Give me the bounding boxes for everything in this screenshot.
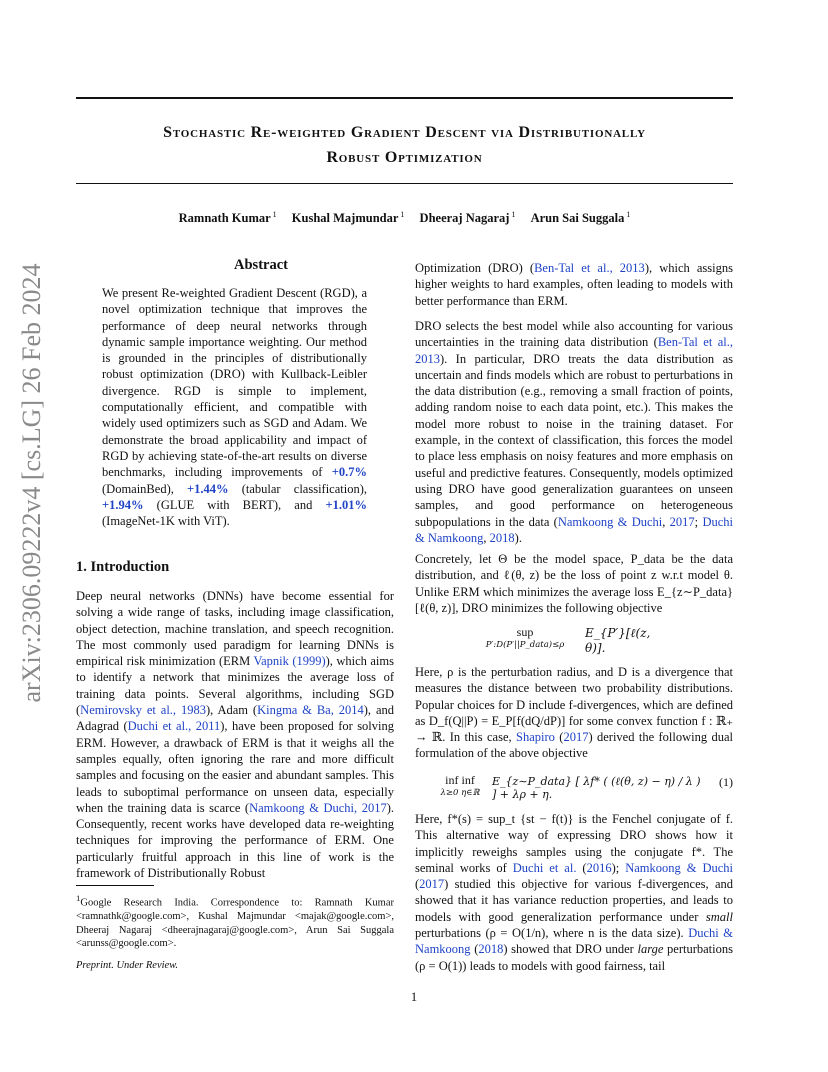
citation-link[interactable]: 2017	[563, 730, 589, 745]
right-paragraph-4: Here, ρ is the perturbation radius, and D is a divergence that measures the distance between two probability distributions. Popular choices for D include f-divergences, which are defined as D_f(Q||P) = E_P[f(dQ/dP)] for some convex function f : ℝ₊ → ℝ. In this case, Shapiro (2017) derived the following dual formulation of the above objective	[415, 665, 733, 761]
citation-link[interactable]: 2018	[489, 530, 515, 545]
title-line-1: Stochastic Re-weighted Gradient Descent via Distributionally	[163, 124, 646, 141]
equation-dual-body: E_{z∼P_data} [ λf* ( (ℓ(θ, z) − η) / λ ) ] + λρ + η.	[492, 775, 701, 801]
top-rule	[76, 97, 733, 99]
result-link[interactable]: +1.01%	[325, 497, 367, 512]
author: Dheeraj Nagaraj $^1$	[419, 210, 516, 226]
citation-link[interactable]: Namkoong & Duchi, 2017	[249, 800, 387, 815]
citation-link[interactable]: 2017	[419, 877, 445, 892]
right-paragraph-2: DRO selects the best model while also accounting for various uncertainties in the training data distribution (Ben-Tal et al., 2013). In particular, DRO treats the data distribution as uncertain and finds models which are robust to perturbations in the data distribution (e.g., removing a small fraction of points, adding random noise to each data point, etc.). This makes the model more robust to noise in the training dataset. For example, in the context of classification, this forces the model to place less emphasis on noisy features and more emphasis on useful and predictive features. Consequently, models optimized using DRO have good generalization guarantees on unseen samples, and good performance on heterogeneous subpopulations in the data (Namkoong & Duchi, 2017; Duchi & Namkoong, 2018).	[415, 319, 734, 545]
title-bottom-rule	[76, 183, 733, 184]
result-link[interactable]: +1.44%	[187, 481, 229, 496]
result-link[interactable]: +0.7%	[331, 465, 367, 480]
abstract-body: We present Re-weighted Gradient Descent (RGD), a novel optimization technique that improves the performance of deep neural networks through dynamic sample importance weighting. Our method is grounded in the principles of distributionally robust optimization (DRO) with Kullback-Leibler divergence. RGD is simple to implement, computationally efficient, and compatible with widely used optimizers such as SGD and Adam. We demonstrate the broad applicability and impact of RGD by achieving state-of-the-art results on diverse benchmarks, including improvements of +0.7% (DomainBed), +1.44% (tabular classification), +1.94% (GLUE with BERT), and +1.01% (ImageNet-1K with ViT).	[102, 286, 368, 529]
right-paragraph-3: Concretely, let Θ be the model space, P_data be the data distribution, and ℓ(θ, z) be the loss of point z w.r.t model θ. Unlike ERM which minimizes the average loss E_{z∼P_data}[ℓ(θ, z)], DRO minimizes the following objective	[415, 552, 733, 615]
citation-link[interactable]: Ben-Tal et al., 2013	[534, 261, 645, 275]
citation-link[interactable]: 2018	[478, 942, 504, 957]
footnote: $^1$Google Research India. Correspondence to: Ramnath Kumar <ramnathk@google.com>, Kushal Majmundar <majak@google.com>, Dheeraj Nagaraj <dheerajnagaraj@google.com>, Arun Sai Suggala <arunss@google.com>.	[76, 893, 394, 949]
citation-link[interactable]: 2016	[586, 860, 612, 875]
paper-title	[76, 120, 733, 170]
citation-link[interactable]: 2017	[669, 514, 695, 529]
citation-link[interactable]: Duchi & Namkoong	[415, 926, 733, 957]
citation-link[interactable]: Ben-Tal et al., 2013	[415, 335, 734, 366]
intro-paragraph: Deep neural networks (DNNs) have become essential for solving a wide range of tasks, including image classification, object detection, machine translation, and speech recognition. The most commonly used paradigm for learning DNNs is empirical risk minimization (ERM Vapnik (1999)), which aims to identify a network that minimizes the average loss of training data points. Several algorithms, including SGD (Nemirovsky et al., 1983), Adam (Kingma & Ba, 2014), and Adagrad (Duchi et al., 2011), have been proposed for solving ERM. However, a drawback of ERM is that it weighs all the samples equally, often ignoring the rare and more difficult samples and focusing on the easier and abundant samples. This leads to suboptimal performance on unseen data, especially when the training data is scarce (Namkoong & Duchi, 2017). Consequently, recent works have developed data re-weighting techniques for improving the performance of ERM. One particularly fruitful approach in this line of work is the framework of Distributionally Robust	[76, 589, 394, 881]
title-line-2: Robust Optimization	[326, 149, 483, 166]
preprint-notice: Preprint. Under Review.	[76, 960, 179, 971]
citation-link[interactable]: Duchi et al.	[512, 860, 577, 875]
arxiv-side-label: arXiv:2306.09222v4 [cs.LG] 26 Feb 2024	[17, 263, 46, 703]
section-heading: 1. Introduction	[76, 559, 170, 575]
result-link[interactable]: +1.94%	[102, 497, 144, 512]
abstract-heading: Abstract	[234, 257, 288, 273]
right-paragraph-5: Here, f*(s) = sup_t {st − f(t)} is the Fenchel conjugate of f. This alternative way of expressing DRO shows how it implicitly reweighs samples using the conjugate f*. The seminal works of Duchi et al. (2016); Namkoong & Duchi (2017) studied this objective for various f-divergences, and showed that it has variance reduction properties, and leads to models with good generalization performance under small perturbations (ρ = O(1/n), where n is the data size). Duchi & Namkoong (2018) showed that DRO under large perturbations (ρ = O(1)) leads to models with good fairness, tail	[415, 812, 733, 973]
citation-link[interactable]: Namkoong & Duchi	[625, 860, 733, 875]
right-paragraph-1: Optimization (DRO) (Ben-Tal et al., 2013), which assigns higher weights to hard examples, often leading to models with better performance than ERM.	[415, 261, 733, 308]
page-number: 1	[410, 990, 418, 1004]
footnote-rule	[76, 885, 154, 886]
citation-link[interactable]: Namkoong & Duchi	[557, 514, 663, 529]
citation-link[interactable]: Duchi & Namkoong	[415, 514, 733, 545]
citation-link[interactable]: Vapnik	[253, 654, 289, 669]
citation-link[interactable]: Duchi et al., 2011	[127, 719, 221, 734]
author: Arun Sai Suggala $^1$	[530, 210, 631, 226]
citation-link[interactable]: (1999)	[292, 654, 326, 669]
citation-link[interactable]: Shapiro	[516, 730, 555, 745]
author-list	[76, 210, 733, 226]
equation-number: (1)	[719, 775, 733, 789]
equation-dual: inf inf λ≥0 η∈ℝ	[440, 773, 480, 798]
author: Kushal Majmundar $^1$	[291, 210, 405, 226]
citation-link[interactable]: Kingma & Ba, 2014	[257, 703, 364, 718]
author: Ramnath Kumar $^1$	[178, 210, 277, 226]
equation-sup: sup P′:D(P′||P_data)≤ρ	[485, 625, 565, 650]
equation-sup-body: E_{P′}[ℓ(z, θ)].	[585, 626, 651, 655]
citation-link[interactable]: Nemirovsky et al., 1983	[80, 703, 206, 718]
